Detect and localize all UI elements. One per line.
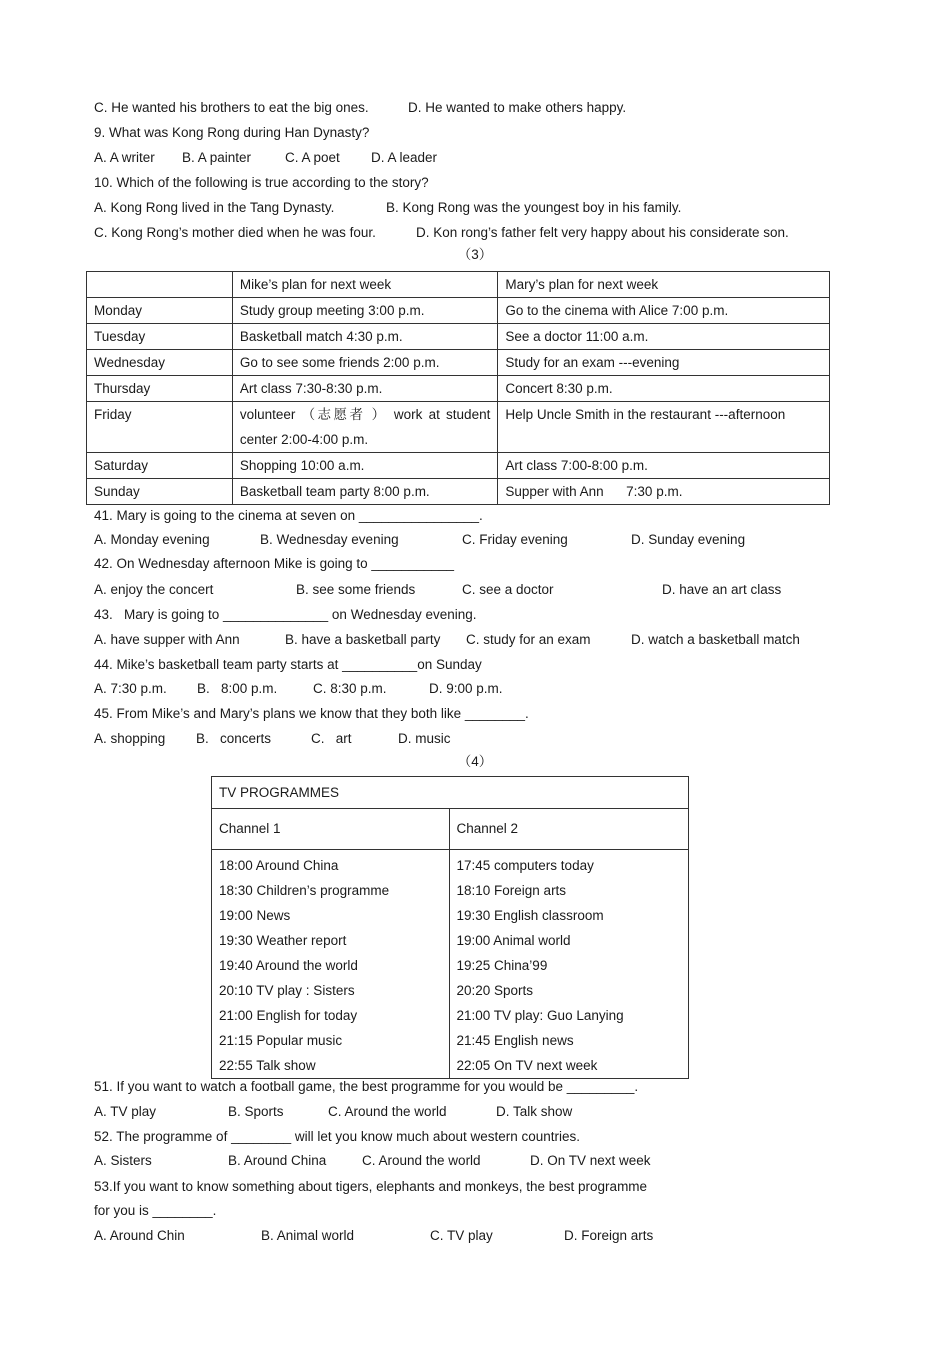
list-item: 19:40 Around the world (219, 958, 358, 973)
mike-plan-cell: Shopping 10:00 a.m. (232, 453, 498, 479)
q51-option-a: A. TV play (94, 1104, 157, 1119)
q44-option-d: D. 9:00 p.m. (429, 681, 503, 696)
list-item: 19:25 China’99 (456, 958, 548, 973)
q51-option-c: C. Around the world (328, 1104, 447, 1119)
q53-stem: 53.If you want to know something about tigers, elephants and monkeys, the best programme (94, 1179, 648, 1194)
q41-option-b: B. Wednesday evening (260, 532, 399, 547)
q45-stem: 45. From Mike’s and Mary’s plans we know that they both like ________. (94, 706, 529, 721)
day-cell: Sunday (87, 479, 233, 505)
list-item: 20:20 Sports (456, 983, 534, 998)
q41-option-a: A. Monday evening (94, 532, 210, 547)
q52-option-a: A. Sisters (94, 1153, 152, 1168)
q10-stem: 10. Which of the following is true according to the story? (94, 175, 429, 190)
weekly-plan-table (86, 271, 830, 505)
mary-plan-cell: Help Uncle Smith in the restaurant ---afternoon (498, 402, 830, 453)
q42-option-b: B. see some friends (296, 582, 416, 597)
list-item: 22:05 On TV next week (456, 1058, 598, 1073)
day-cell: Tuesday (87, 324, 233, 350)
q52-option-b: B. Around China (228, 1153, 327, 1168)
list-item: 21:00 English for today (219, 1008, 358, 1023)
q43-option-a: A. have supper with Ann (94, 632, 240, 647)
q42-option-a: A. enjoy the concert (94, 582, 214, 597)
q51-option-b: B. Sports (228, 1104, 284, 1119)
table-row (87, 324, 830, 350)
q42-stem: 42. On Wednesday afternoon Mike is going to ___________ (94, 556, 455, 571)
mike-plan-cell: Study group meeting 3:00 p.m. (232, 298, 498, 324)
list-item: 21:00 TV play: Guo Lanying (456, 1008, 624, 1023)
mike-plan-cell: Go to see some friends 2:00 p.m. (232, 350, 498, 376)
q10-option-b: B. Kong Rong was the youngest boy in his family. (386, 200, 682, 215)
q8-option-d: D. He wanted to make others happy. (408, 100, 627, 115)
table-row (212, 850, 689, 1079)
q43-option-b: B. have a basketball party (285, 632, 441, 647)
table-row (87, 479, 830, 505)
day-cell: Friday (87, 402, 233, 453)
mary-plan-cell: Concert 8:30 p.m. (498, 376, 830, 402)
q52-option-d: D. On TV next week (530, 1153, 651, 1168)
table-row (87, 298, 830, 324)
q44-option-c: C. 8:30 p.m. (313, 681, 387, 696)
mike-plan-cell: volunteer （志愿者 ） work at student center 2:00-4:00 p.m. (232, 402, 498, 453)
q53-option-b: B. Animal world (261, 1228, 355, 1243)
q41-option-d: D. Sunday evening (631, 532, 746, 547)
table-header-row (87, 272, 830, 298)
q42-option-c: C. see a doctor (462, 582, 554, 597)
day-cell: Thursday (87, 376, 233, 402)
list-item: 19:30 Weather report (219, 933, 347, 948)
q42-option-d: D. have an art class (662, 582, 782, 597)
channel-1-list (212, 850, 450, 1079)
day-cell: Saturday (87, 453, 233, 479)
tv-table-title: TV PROGRAMMES (212, 777, 689, 809)
list-item: 18:10 Foreign arts (456, 883, 567, 898)
q45-option-a: A. shopping (94, 731, 166, 746)
q53-stem-continued: for you is ________. (94, 1203, 217, 1218)
q43-option-c: C. study for an exam (466, 632, 591, 647)
mary-plan-cell: Go to the cinema with Alice 7:00 p.m. (498, 298, 830, 324)
q41-option-c: C. Friday evening (462, 532, 568, 547)
mike-plan-cell: Basketball match 4:30 p.m. (232, 324, 498, 350)
list-item: 21:15 Popular music (219, 1033, 343, 1048)
q51-stem: 51. If you want to watch a football game, the best programme for you would be _________. (94, 1079, 639, 1094)
q9-option-a: A. A writer (94, 150, 155, 165)
q43-stem: 43. Mary is going to ______________ on Wednesday evening. (94, 607, 477, 622)
list-item: 18:00 Around China (219, 858, 339, 873)
tv-programmes-table (211, 776, 689, 1079)
table-row (87, 402, 830, 453)
q10-option-a: A. Kong Rong lived in the Tang Dynasty. (94, 200, 335, 215)
q45-option-c: C. art (311, 731, 352, 746)
mike-plan-cell: Basketball team party 8:00 p.m. (232, 479, 498, 505)
list-item: 19:00 News (219, 908, 291, 923)
q52-option-c: C. Around the world (362, 1153, 481, 1168)
table-row (87, 453, 830, 479)
q9-option-d: D. A leader (371, 150, 438, 165)
table-row (87, 376, 830, 402)
q44-stem: 44. Mike’s basketball team party starts at __________on Sunday (94, 657, 482, 672)
q53-option-d: D. Foreign arts (564, 1228, 654, 1243)
list-item: 21:45 English news (456, 1033, 574, 1048)
channel-2-list (449, 850, 689, 1079)
list-item: 17:45 computers today (456, 858, 594, 873)
mary-plan-cell: Study for an exam ---evening (498, 350, 830, 376)
day-cell: Monday (87, 298, 233, 324)
q45-option-b: B. concerts (196, 731, 272, 746)
table-header-cell: Mary’s plan for next week (498, 272, 830, 298)
q9-option-b: B. A painter (182, 150, 252, 165)
q43-option-d: D. watch a basketball match (631, 632, 800, 647)
q41-stem: 41. Mary is going to the cinema at seven on ________________. (94, 508, 483, 523)
channel-2-header: Channel 2 (449, 809, 689, 850)
q10-option-d: D. Kon rong’s father felt very happy about his considerate son. (416, 225, 789, 240)
list-item: 20:10 TV play : Sisters (219, 983, 355, 998)
table-header-cell: Mike’s plan for next week (232, 272, 498, 298)
day-cell: Wednesday (87, 350, 233, 376)
mike-plan-cell: Art class 7:30-8:30 p.m. (232, 376, 498, 402)
q44-option-a: A. 7:30 p.m. (94, 681, 167, 696)
q10-option-c: C. Kong Rong’s mother died when he was four. (94, 225, 376, 240)
q53-option-a: A. Around Chin (94, 1228, 185, 1243)
q52-stem: 52. The programme of ________ will let you know much about western countries. (94, 1129, 581, 1144)
mary-plan-cell: Art class 7:00-8:00 p.m. (498, 453, 830, 479)
list-item: 18:30 Children’s programme (219, 883, 390, 898)
q9-stem: 9. What was Kong Rong during Han Dynasty? (94, 125, 370, 140)
channel-1-header: Channel 1 (212, 809, 450, 850)
q44-option-b: B. 8:00 p.m. (197, 681, 278, 696)
table-header-row (212, 809, 689, 850)
list-item: 19:00 Animal world (456, 933, 571, 948)
q8-option-c: C. He wanted his brothers to eat the big ones. (94, 100, 369, 115)
q45-option-d: D. music (398, 731, 451, 746)
table-header-cell (87, 272, 233, 298)
section-3-label: （3） (457, 247, 493, 262)
q53-option-c: C. TV play (430, 1228, 493, 1243)
section-4-label: （4） (457, 754, 493, 769)
mary-plan-cell: See a doctor 11:00 a.m. (498, 324, 830, 350)
list-item: 22:55 Talk show (219, 1058, 316, 1073)
table-title-row (212, 777, 689, 809)
q51-option-d: D. Talk show (496, 1104, 573, 1119)
list-item: 19:30 English classroom (456, 908, 604, 923)
mary-plan-cell: Supper with Ann 7:30 p.m. (498, 479, 830, 505)
q9-option-c: C. A poet (285, 150, 340, 165)
table-row (87, 350, 830, 376)
